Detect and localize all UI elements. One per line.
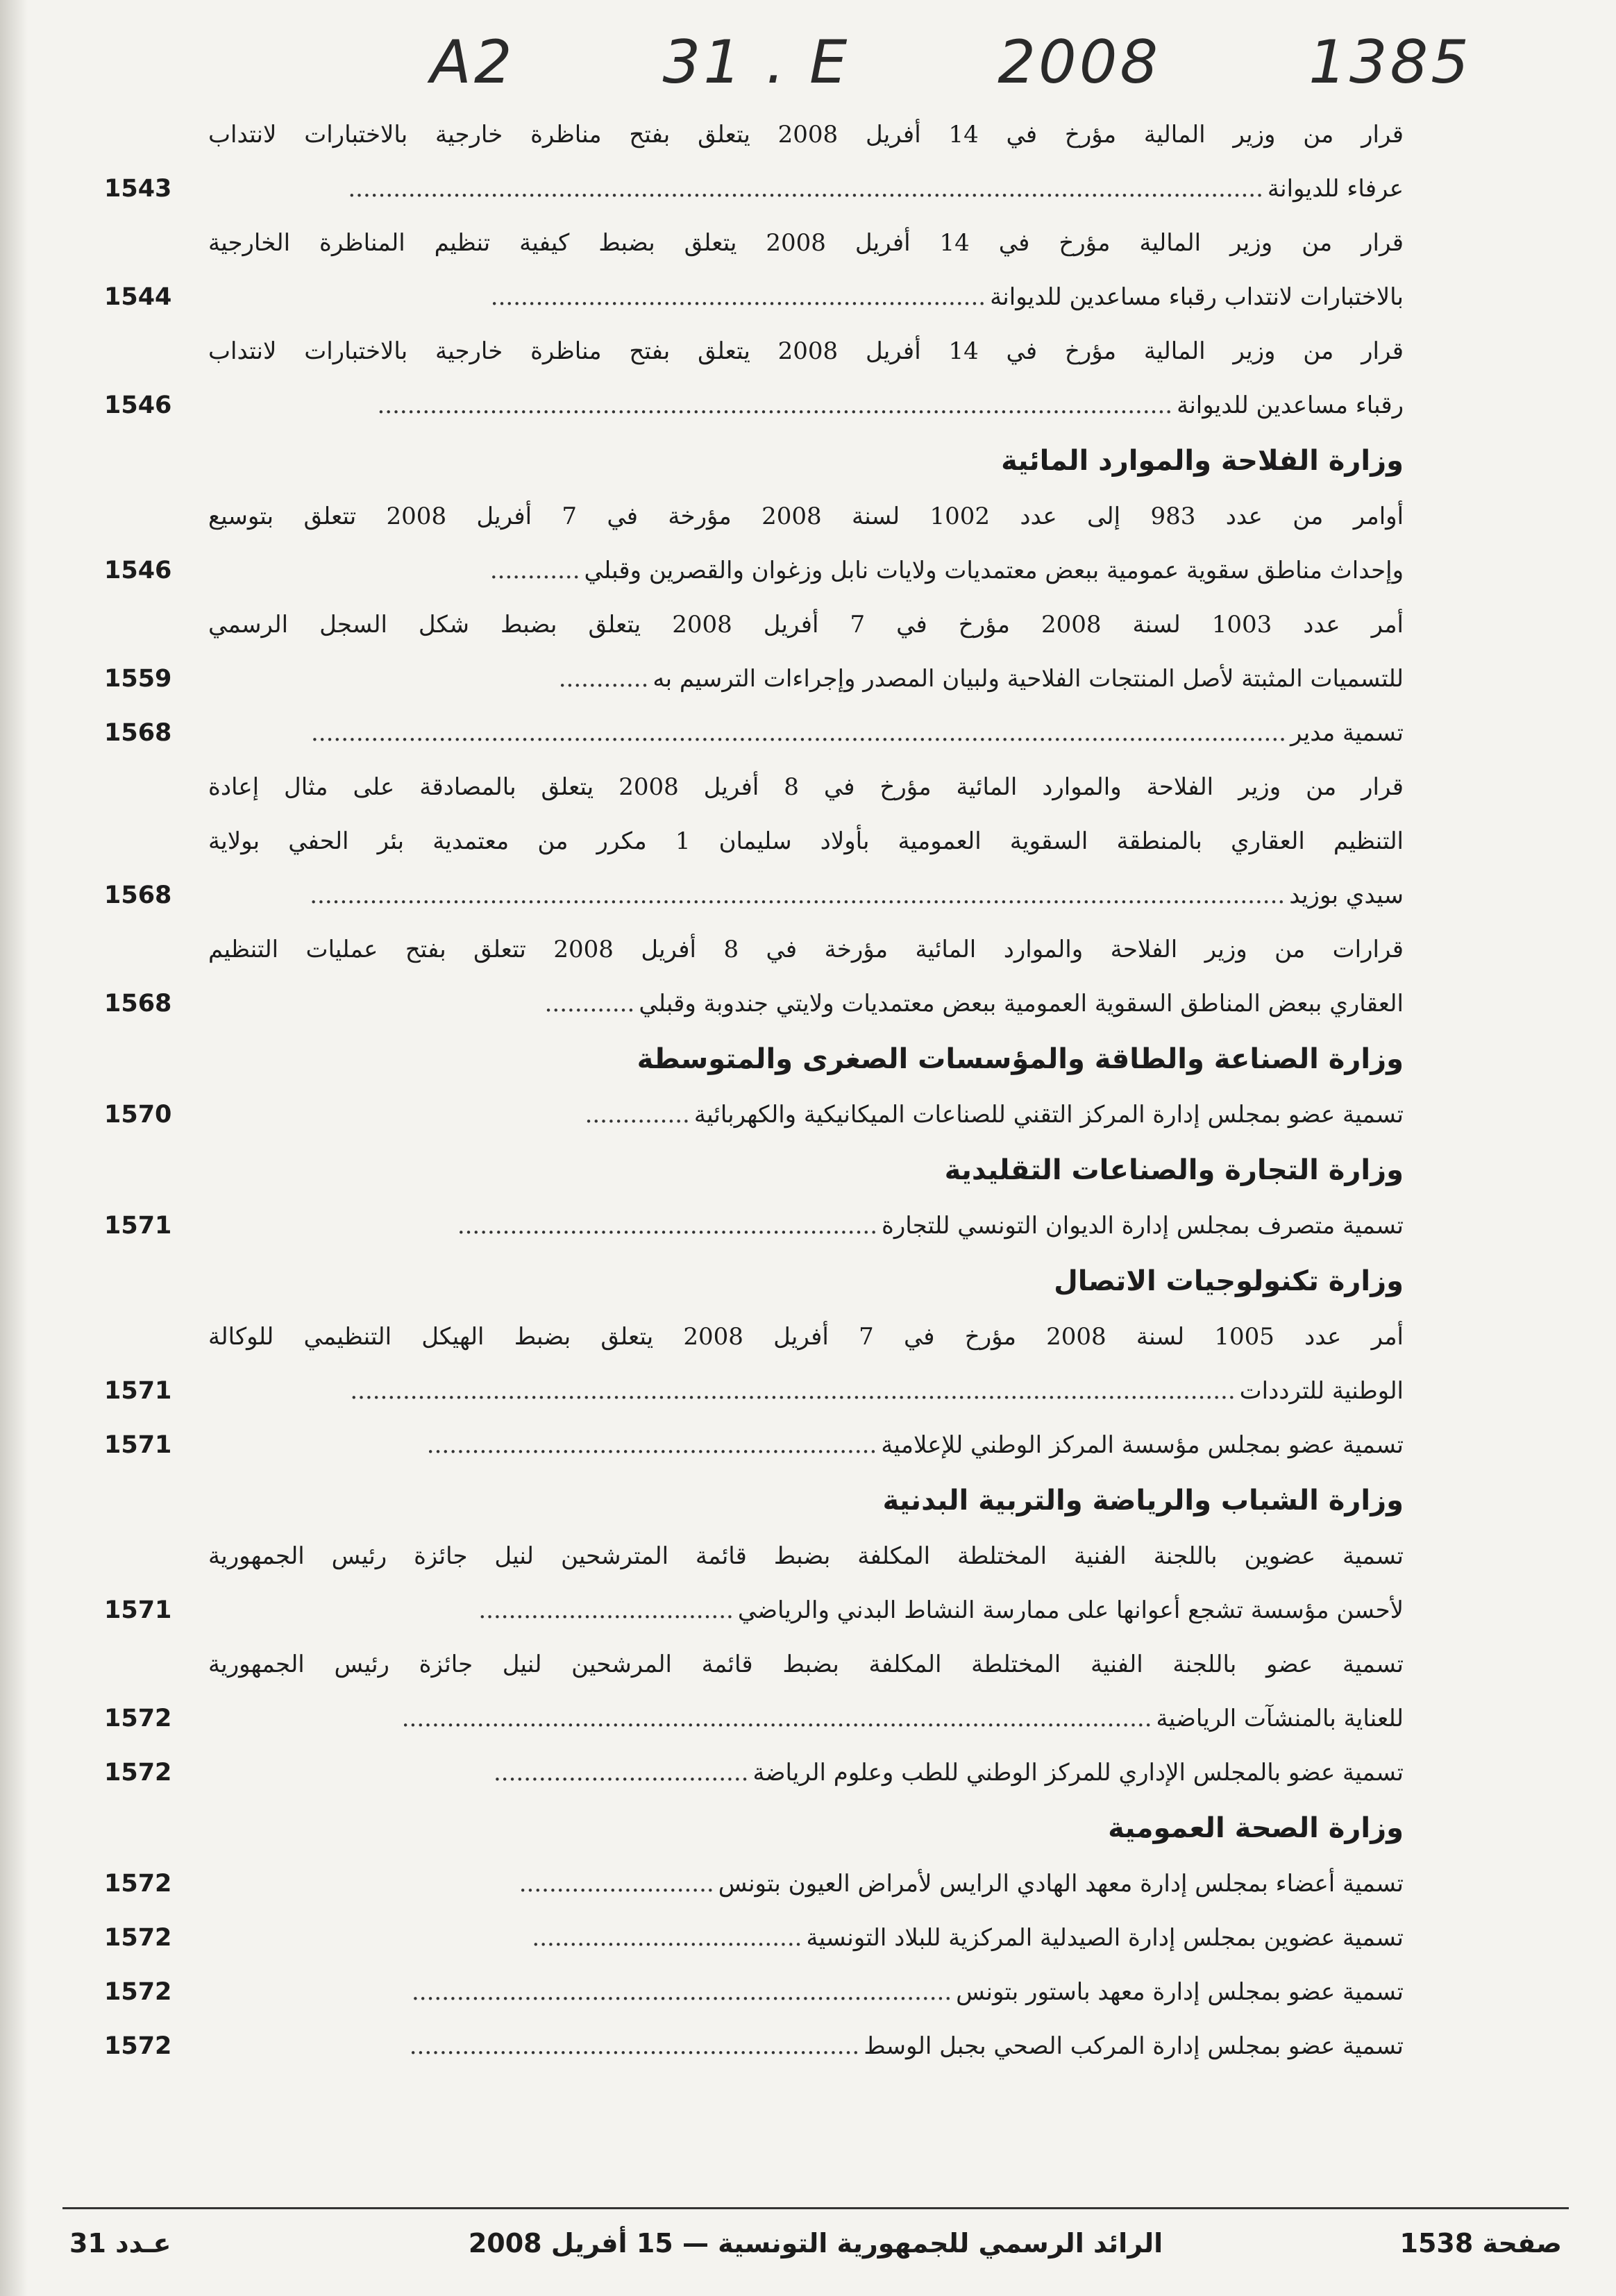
leader-dots: ..................................................................................................................................: [310, 719, 1286, 747]
toc-entry-line: [208, 814, 1404, 868]
toc-entry: [104, 1965, 1404, 2019]
toc-entry-line: [208, 760, 1404, 814]
toc-entry-text: تسمية عضو باللجنة الفنية المختلطة المكلفة بضبط قائمة المرشحين لنيل جائزة رئيس الجمهورية: [208, 1651, 1404, 1678]
toc-entry-text: عرفاء للديوانة: [1267, 175, 1404, 203]
leader-dots: ....................................: [532, 1924, 802, 1952]
toc-entry-text: وإحداث مناطق سقوية عمومية ببعض معتمديات ولايات نابل وزغوان والقصرين وقبلي: [584, 557, 1404, 584]
toc-entry: [104, 2019, 1404, 2073]
toc-entry-line: [208, 1583, 1404, 1637]
toc-entry: [104, 1529, 1404, 1637]
toc-entry-line: [208, 1529, 1404, 1583]
ministry-heading: وزارة الفلاحة والموارد المائية: [1001, 445, 1404, 477]
toc-entry: [104, 1911, 1404, 1965]
ministry-heading: وزارة التجارة والصناعات التقليدية: [944, 1154, 1404, 1186]
toc-entry-line: [208, 706, 1404, 760]
leader-dots: ............: [544, 990, 635, 1018]
toc-entry-text: رقباء مساعدين للديوانة: [1177, 391, 1404, 419]
toc-entry-line: [208, 216, 1404, 270]
page-number: 1572: [104, 1759, 172, 1787]
leader-dots: ..............: [584, 1101, 690, 1129]
scan-shadow: [0, 0, 28, 2296]
toc-entry-text: تسمية عضو بمجلس إدارة معهد باستور بتونس: [956, 1978, 1404, 2006]
page-number: 1570: [104, 1101, 172, 1129]
toc-entry-line: [208, 1310, 1404, 1364]
page-number: 1568: [104, 990, 172, 1018]
toc-entry-line: [208, 1911, 1404, 1965]
handwritten-year: 2008: [998, 28, 1161, 97]
toc-entry-line: [208, 489, 1404, 543]
ministry-heading: وزارة الصناعة والطاقة والمؤسسات الصغرى والمتوسطة: [637, 1043, 1404, 1075]
ministry-heading: وزارة الشباب والرياضة والتربية البدنية: [882, 1485, 1404, 1517]
toc-entry-text: للعناية بالمنشآت الرياضية: [1156, 1705, 1404, 1732]
toc-entry-line: [208, 543, 1404, 598]
footer-issue-number: عـدد 31: [69, 2228, 171, 2259]
toc-entry-line: [208, 108, 1404, 162]
ministry-heading: وزارة تكنولوجيات الاتصال: [1054, 1265, 1404, 1297]
page-number: 1568: [104, 881, 172, 909]
toc-entry: [104, 1199, 1404, 1253]
toc-entry: [104, 108, 1404, 216]
toc-entry-text: تسمية عضو بمجلس مؤسسة المركز الوطني للإعلامية: [881, 1431, 1404, 1459]
toc-entry-line: [208, 1088, 1404, 1142]
toc-entry: [104, 706, 1404, 760]
toc-entry: [104, 1418, 1404, 1472]
toc-entry: [104, 922, 1404, 1031]
toc-entry-text: تسمية عضو بمجلس إدارة المركز التقني للصناعات الميكانيكية والكهربائية: [693, 1101, 1404, 1129]
toc-entry-line: [208, 977, 1404, 1031]
toc-entry-line: [208, 1691, 1404, 1746]
footer-journal-title: الرائد الرسمي للجمهورية التونسية — 15 أفريل 2008: [468, 2228, 1163, 2259]
leader-dots: ........................................................: [457, 1212, 878, 1240]
toc-entry-line: [208, 868, 1404, 922]
toc-entry-line: [208, 598, 1404, 652]
toc-entry: [104, 760, 1404, 922]
toc-entry: [104, 1088, 1404, 1142]
toc-entry-line: [208, 1746, 1404, 1800]
page-number: 1559: [104, 665, 172, 693]
toc-entry-line: [208, 1199, 1404, 1253]
toc-entry: [104, 1637, 1404, 1746]
handwritten-number: 1385: [1308, 28, 1472, 97]
ministry-heading: وزارة الصحة العمومية: [1108, 1812, 1404, 1844]
handwritten-code: A2: [430, 28, 515, 97]
toc-entry-text: تسمية عضو بمجلس إدارة المركب الصحي بجبل الوسط: [864, 2032, 1404, 2060]
toc-entry: [104, 324, 1404, 432]
toc-entry-line: [208, 922, 1404, 977]
toc-entry-line: [208, 162, 1404, 216]
toc-entry-text: للتسميات المثبتة لأصل المنتجات الفلاحية ولبيان المصدر وإجراءات الترسيم به: [653, 665, 1404, 693]
page-number: 1544: [104, 283, 172, 311]
leader-dots: ..................................................................: [490, 283, 986, 311]
table-of-contents: [104, 108, 1404, 2073]
toc-entry-line: [208, 2019, 1404, 2073]
toc-entry-line: [208, 1637, 1404, 1691]
toc-entry-line: [208, 1418, 1404, 1472]
leader-dots: ..........................: [519, 1870, 714, 1898]
toc-entry-text: أوامر من عدد 983 إلى عدد 1002 لسنة 2008 مؤرخة في 7 أفريل 2008 تتعلق بتوسيع: [208, 503, 1404, 530]
handwritten-issue: 31 . E: [662, 28, 850, 97]
toc-entry-text: قرار من وزير المالية مؤرخ في 14 أفريل 2008 يتعلق بفتح مناظرة خارجية بالاختبارات لانتداب: [208, 121, 1404, 149]
toc-entry-text: أمر عدد 1005 لسنة 2008 مؤرخ في 7 أفريل 2008 يتعلق بضبط الهيكل التنظيمي للوكالة: [208, 1323, 1404, 1351]
toc-entry: [104, 1310, 1404, 1418]
page-number: 1571: [104, 1377, 172, 1405]
leader-dots: ..........................................................................................................: [377, 391, 1173, 419]
toc-entry-line: [208, 270, 1404, 324]
page-number: 1546: [104, 391, 172, 419]
leader-dots: ......................................................................................................................: [350, 1377, 1236, 1405]
toc-entry-text: لأحسن مؤسسة تشجع أعوانها على ممارسة النشاط البدني والرياضي: [737, 1596, 1404, 1624]
leader-dots: ..................................: [493, 1759, 749, 1787]
toc-entry-line: [208, 652, 1404, 706]
page-number: 1572: [104, 2032, 172, 2060]
footer-page-label: صفحة 1538: [1399, 2228, 1562, 2259]
toc-entry-line: [208, 378, 1404, 432]
page-number: 1572: [104, 1978, 172, 2006]
page-number: 1571: [104, 1212, 172, 1240]
toc-entry: [104, 1746, 1404, 1800]
leader-dots: ............................................................: [409, 2032, 860, 2060]
leader-dots: ............................................................: [426, 1431, 877, 1459]
toc-entry-line: [208, 324, 1404, 378]
toc-entry-text: أمر عدد 1003 لسنة 2008 مؤرخ في 7 أفريل 2008 يتعلق بضبط شكل السجل الرسمي: [208, 611, 1404, 639]
toc-entry-text: تسمية عضو بالمجلس الإداري للمركز الوطني للطب وعلوم الرياضة: [752, 1759, 1404, 1787]
toc-entry-text: تسمية أعضاء بمجلس إدارة معهد الهادي الرايس لأمراض العيون بتونس: [718, 1870, 1404, 1898]
leader-dots: ............: [558, 665, 649, 693]
toc-entry-text: تسمية مدير: [1290, 719, 1404, 747]
toc-entry-text: بالاختبارات لانتداب رقباء مساعدين للديوانة: [990, 283, 1404, 311]
toc-entry-text: تسمية عضوين بمجلس إدارة الصيدلية المركزية للبلاد التونسية: [806, 1924, 1404, 1952]
toc-entry-text: سيدي بوزيد: [1289, 881, 1404, 909]
toc-entry-text: العقاري ببعض المناطق السقوية العمومية ببعض معتمديات ولايتي جندوبة وقبلي: [639, 990, 1404, 1018]
page-number: 1568: [104, 719, 172, 747]
page-number: 1571: [104, 1431, 172, 1459]
page-number: 1572: [104, 1924, 172, 1952]
toc-entry-text: التنظيم العقاري بالمنطقة السقوية العمومية بأولاد سليمان 1 مكرر من معتمدية بئر الحفي بولاية: [208, 827, 1404, 855]
toc-entry-text: الوطنية للترددات: [1239, 1377, 1404, 1405]
footer-divider: [62, 2207, 1569, 2209]
toc-entry: [104, 1857, 1404, 1911]
toc-entry-line: [208, 1965, 1404, 2019]
handwritten-annotation: [430, 21, 1472, 104]
toc-entry-text: قرار من وزير المالية مؤرخ في 14 أفريل 2008 يتعلق بفتح مناظرة خارجية بالاختبارات لانتداب: [208, 337, 1404, 365]
toc-entry-text: تسمية عضوين باللجنة الفنية المختلطة المكلفة بضبط قائمة المترشحين لنيل جائزة رئيس الجمهورية: [208, 1542, 1404, 1570]
toc-entry-text: قرار من وزير المالية مؤرخ في 14 أفريل 2008 يتعلق بضبط كيفية تنظيم المناظرة الخارجية: [208, 229, 1404, 257]
toc-entry-line: [208, 1857, 1404, 1911]
toc-entry-text: تسمية متصرف بمجلس إدارة الديوان التونسي للتجارة: [882, 1212, 1404, 1240]
leader-dots: ........................................................................: [412, 1978, 952, 2006]
toc-entry: [104, 598, 1404, 706]
leader-dots: ..........................................................................................................................: [348, 175, 1263, 203]
leader-dots: ..................................: [478, 1596, 734, 1624]
page-number: 1546: [104, 557, 172, 584]
leader-dots: ............: [489, 557, 580, 584]
page-number: 1571: [104, 1596, 172, 1624]
toc-entry: [104, 489, 1404, 598]
leader-dots: ..................................................................................................................................: [310, 881, 1286, 909]
toc-entry-text: قرار من وزير الفلاحة والموارد المائية مؤرخ في 8 أفريل 2008 يتعلق بالمصادقة على مثال إعادة: [208, 773, 1404, 801]
leader-dots: ....................................................................................................: [401, 1705, 1152, 1732]
toc-entry-text: قرارات من وزير الفلاحة والموارد المائية مؤرخة في 8 أفريل 2008 تتعلق بفتح عمليات التنظيم: [208, 936, 1404, 963]
page-number: 1543: [104, 175, 172, 203]
page-number: 1572: [104, 1870, 172, 1898]
page-number: 1572: [104, 1705, 172, 1732]
toc-entry-line: [208, 1364, 1404, 1418]
page-footer: [69, 2228, 1562, 2270]
toc-entry: [104, 216, 1404, 324]
